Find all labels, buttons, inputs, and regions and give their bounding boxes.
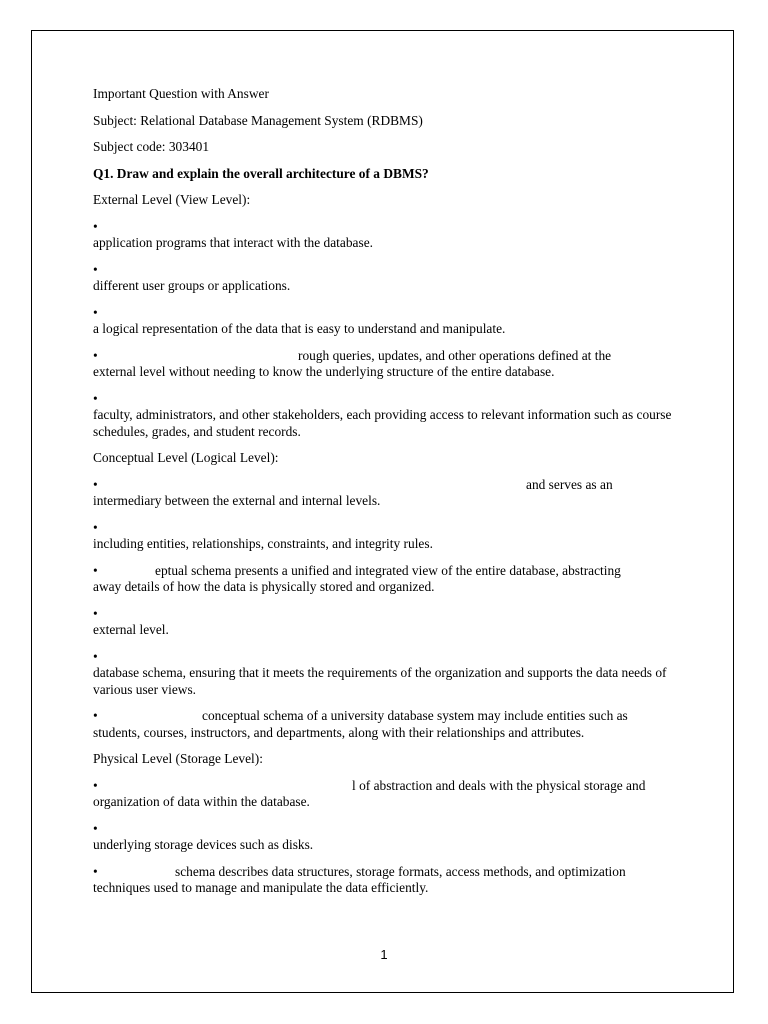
- bullet-icon: •: [93, 304, 98, 320]
- bullet-icon: •: [93, 605, 98, 621]
- bullet-icon: •: [93, 777, 98, 793]
- list-item: [93, 606, 675, 639]
- subject-code: Subject code: 303401: [93, 139, 210, 154]
- list-item: [93, 821, 675, 854]
- bullet-icon: •: [93, 708, 98, 723]
- item-text: application programs that interact with the database.: [93, 235, 373, 250]
- page-number: 1: [380, 947, 388, 962]
- item-fragment: eptual schema presents a unified and integrated view of the entire database, abstracting: [155, 562, 621, 578]
- item-fragment: and serves as an: [526, 476, 613, 492]
- item-fragment: schema describes data structures, storage formats, access methods, and optimization: [175, 863, 626, 879]
- question-heading: Q1. Draw and explain the overall architecture of a DBMS?: [93, 165, 429, 181]
- item-text: external level.: [93, 622, 169, 637]
- bullet-icon: •: [93, 648, 98, 664]
- doc-title: Important Question with Answer: [93, 86, 269, 101]
- item-text: underlying storage devices such as disks.: [93, 837, 314, 852]
- item-text: students, courses, instructors, and departments, along with their relationships and attributes.: [93, 724, 585, 740]
- list-item: [93, 477, 675, 510]
- physical-level-list: [93, 778, 675, 897]
- conceptual-level-list: [93, 477, 675, 742]
- list-item: [93, 348, 675, 381]
- item-fragment: rough queries, updates, and other operations defined at the: [298, 347, 612, 363]
- list-item: [93, 305, 675, 338]
- item-text: techniques used to manage and manipulate the data efficiently.: [93, 880, 429, 895]
- bullet-icon: •: [93, 261, 98, 277]
- item-text: including entities, relationships, constraints, and integrity rules.: [93, 536, 433, 551]
- item-text: a logical representation of the data that is easy to understand and manipulate.: [93, 321, 506, 336]
- bullet-icon: •: [93, 390, 98, 406]
- list-item: [93, 649, 675, 699]
- bullet-icon: •: [93, 347, 98, 363]
- bullet-icon: •: [93, 519, 98, 535]
- item-text: organization of data within the database.: [93, 794, 310, 809]
- bullet-icon: •: [93, 820, 98, 836]
- list-item: [93, 864, 675, 897]
- list-item: [93, 262, 675, 295]
- item-text: different user groups or applications.: [93, 278, 291, 293]
- item-fragment: l of abstraction and deals with the physical storage and: [352, 777, 646, 793]
- list-item: [93, 391, 675, 441]
- external-level-heading: External Level (View Level):: [93, 192, 251, 207]
- item-fragment: conceptual schema of a university database system may include entities such as: [202, 708, 628, 723]
- external-level-list: [93, 219, 675, 441]
- bullet-icon: •: [93, 562, 98, 578]
- conceptual-level-heading: Conceptual Level (Logical Level):: [93, 450, 279, 465]
- item-text: faculty, administrators, and other stakeholders, each providing access to relevant information such as course schedules, grades, and student records.: [93, 407, 672, 439]
- list-item: [93, 778, 675, 811]
- item-text: external level without needing to know the underlying structure of the entire database.: [93, 364, 555, 379]
- bullet-icon: •: [93, 218, 98, 234]
- subject-line: Subject: Relational Database Management System (RDBMS): [93, 112, 423, 128]
- list-item: [93, 708, 675, 741]
- bullet-icon: •: [93, 476, 98, 492]
- item-text: intermediary between the external and internal levels.: [93, 493, 381, 508]
- physical-level-heading: Physical Level (Storage Level):: [93, 751, 263, 766]
- item-text: away details of how the data is physically stored and organized.: [93, 579, 435, 594]
- list-item: [93, 520, 675, 553]
- list-item: [93, 219, 675, 252]
- document-body: [93, 86, 675, 907]
- bullet-icon: •: [93, 863, 98, 879]
- list-item: [93, 563, 675, 596]
- item-text: database schema, ensuring that it meets the requirements of the organization and supports the data needs of various user views.: [93, 665, 667, 697]
